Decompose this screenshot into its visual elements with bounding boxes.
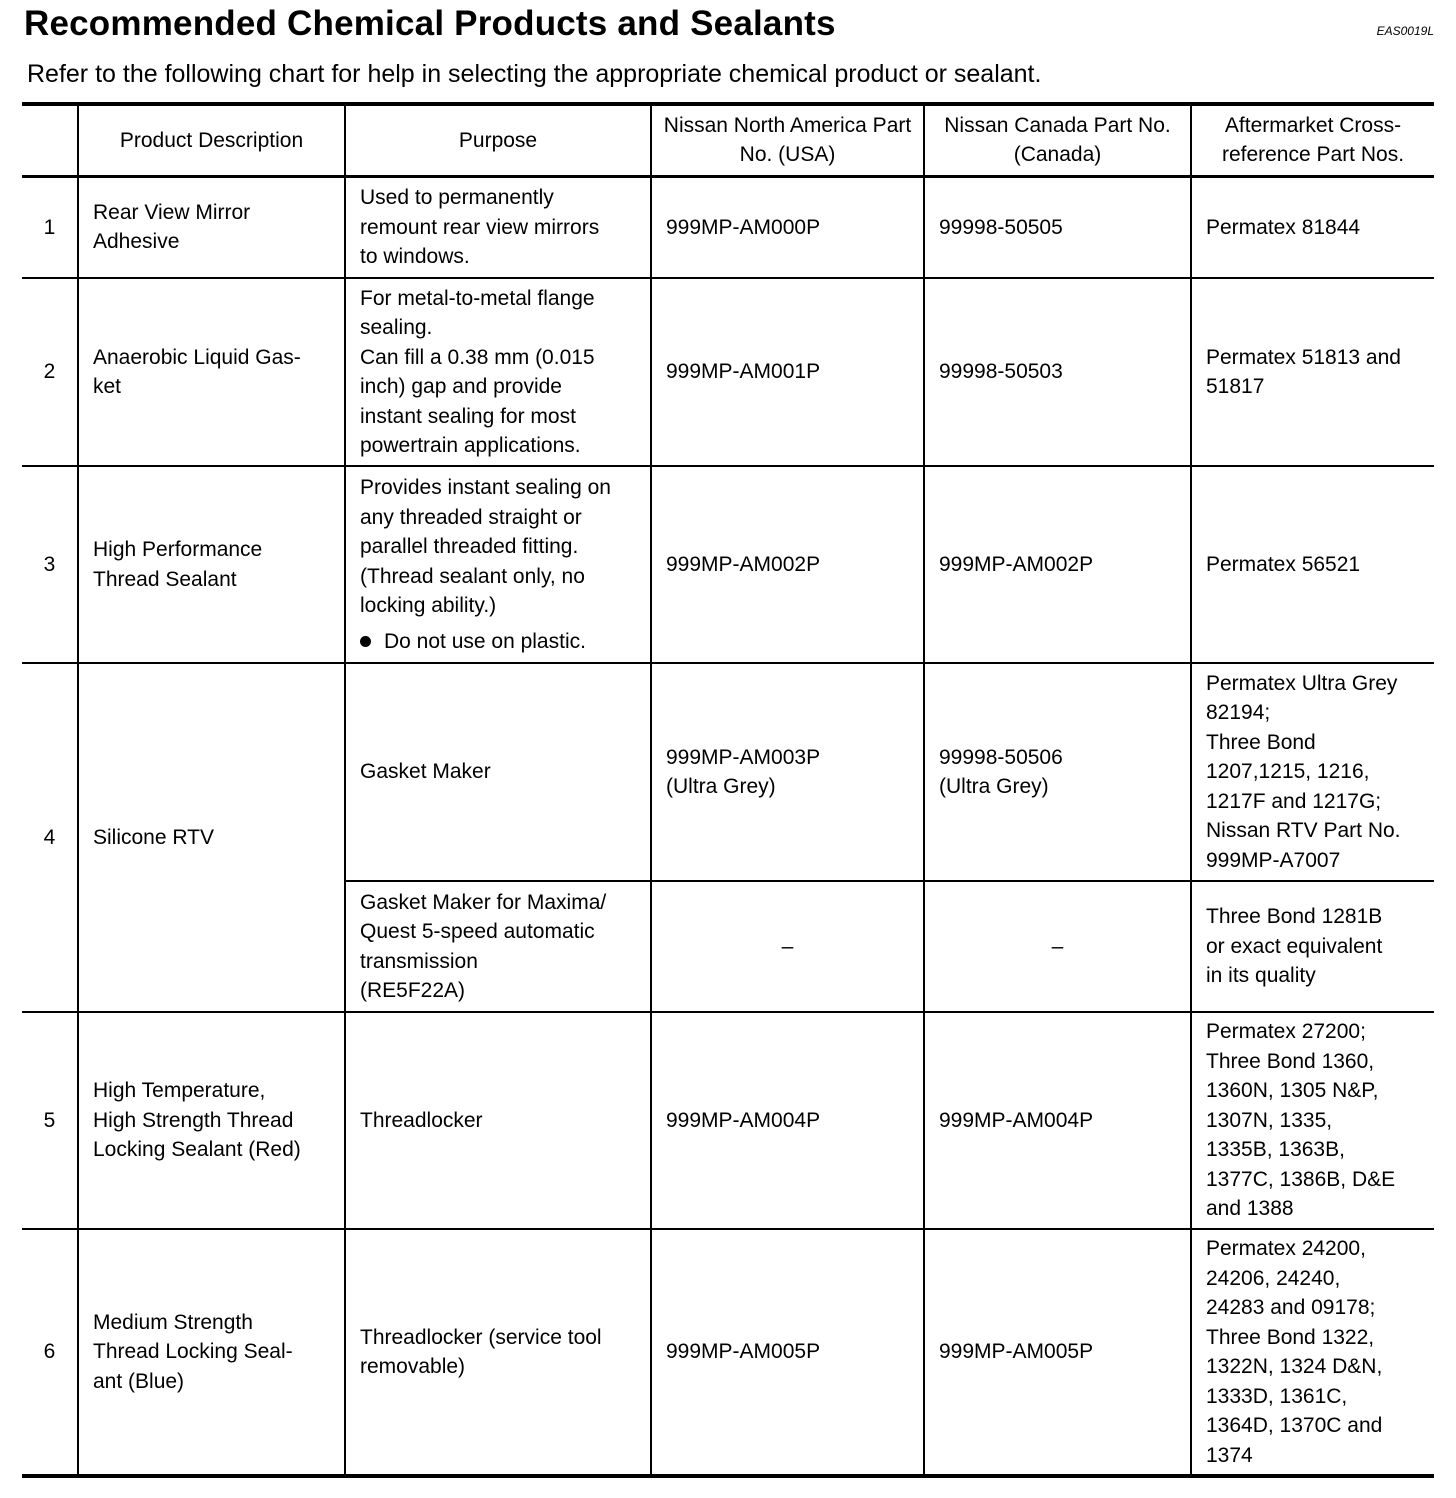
- product-description: High Temperature, High Strength Thread Locking Sealant (Red): [78, 1012, 345, 1229]
- table-row: [22, 176, 1434, 278]
- usa-part-no: –: [651, 881, 924, 1012]
- table-header: [22, 104, 1434, 176]
- table-row: [22, 466, 1434, 663]
- header-product-description: Product Description: [78, 104, 345, 176]
- aftermarket-part-nos: Permatex 56521: [1191, 466, 1434, 663]
- aftermarket-part-nos: Three Bond 1281B or exact equivalent in its quality: [1191, 881, 1434, 1012]
- usa-part-no: 999MP-AM001P: [651, 278, 924, 466]
- purpose-note: [360, 627, 636, 657]
- product-description: Medium Strength Thread Locking Seal- ant (Blue): [78, 1229, 345, 1476]
- purpose: For metal-to-metal flange sealing. Can fill a 0.38 mm (0.015 inch) gap and provide instant sealing for most powertrain applications.: [345, 278, 651, 466]
- header-number: [22, 104, 78, 176]
- usa-part-no: 999MP-AM002P: [651, 466, 924, 663]
- purpose: Gasket Maker: [345, 663, 651, 881]
- canada-part-no: –: [924, 881, 1191, 1012]
- row-number: 5: [22, 1012, 78, 1229]
- aftermarket-part-nos: Permatex Ultra Grey 82194; Three Bond 1207,1215, 1216, 1217F and 1217G; Nissan RTV Part No. 999MP-A7007: [1191, 663, 1434, 881]
- header-row: [22, 104, 1434, 176]
- header-purpose: Purpose: [345, 104, 651, 176]
- row-number: 4: [22, 663, 78, 1012]
- aftermarket-part-nos: Permatex 24200, 24206, 24240, 24283 and 09178; Three Bond 1322, 1322N, 1324 D&N, 1333D, 1361C, 1364D, 1370C and 1374: [1191, 1229, 1434, 1476]
- table-row: [22, 1229, 1434, 1476]
- purpose-note-text: Do not use on plastic.: [384, 629, 586, 653]
- canada-part-no: 99998-50506 (Ultra Grey): [924, 663, 1191, 881]
- purpose-cell: [345, 466, 651, 663]
- product-description: High Performance Thread Sealant: [78, 466, 345, 663]
- purpose: Gasket Maker for Maxima/ Quest 5-speed automatic transmission (RE5F22A): [345, 881, 651, 1012]
- usa-part-no: 999MP-AM000P: [651, 176, 924, 278]
- product-description: Rear View Mirror Adhesive: [78, 176, 345, 278]
- usa-part-no: 999MP-AM003P (Ultra Grey): [651, 663, 924, 881]
- usa-part-no: 999MP-AM005P: [651, 1229, 924, 1476]
- table-body: [22, 176, 1434, 1476]
- table-row: [22, 278, 1434, 466]
- product-description: Silicone RTV: [78, 663, 345, 1012]
- purpose: Provides instant sealing on any threaded straight or parallel threaded fitting. (Thread sealant only, no locking ability.): [360, 476, 611, 617]
- row-number: 6: [22, 1229, 78, 1476]
- chemical-products-table: [22, 102, 1434, 1478]
- canada-part-no: 999MP-AM004P: [924, 1012, 1191, 1229]
- aftermarket-part-nos: Permatex 51813 and 51817: [1191, 278, 1434, 466]
- header-usa-part-no: Nissan North America Part No. (USA): [651, 104, 924, 176]
- purpose: Threadlocker: [345, 1012, 651, 1229]
- canada-part-no: 999MP-AM002P: [924, 466, 1191, 663]
- aftermarket-part-nos: Permatex 27200; Three Bond 1360, 1360N, 1305 N&P, 1307N, 1335, 1335B, 1363B, 1377C, 1386B, D&E and 1388: [1191, 1012, 1434, 1229]
- canada-part-no: 99998-50505: [924, 176, 1191, 278]
- aftermarket-part-nos: Permatex 81844: [1191, 176, 1434, 278]
- header-canada-part-no: Nissan Canada Part No. (Canada): [924, 104, 1191, 176]
- table-row: [22, 1012, 1434, 1229]
- page-title: Recommended Chemical Products and Sealants: [24, 4, 836, 43]
- header-aftermarket-part-nos: Aftermarket Cross-reference Part Nos.: [1191, 104, 1434, 176]
- purpose: Threadlocker (service tool removable): [345, 1229, 651, 1476]
- purpose: Used to permanently remount rear view mirrors to windows.: [345, 176, 651, 278]
- row-number: 1: [22, 176, 78, 278]
- intro-text: Refer to the following chart for help in selecting the appropriate chemical product or sealant.: [27, 60, 1042, 88]
- canada-part-no: 99998-50503: [924, 278, 1191, 466]
- table-row: [22, 663, 1434, 881]
- bullet-icon: [360, 636, 371, 647]
- usa-part-no: 999MP-AM004P: [651, 1012, 924, 1229]
- document-code: EAS0019L: [1376, 24, 1434, 38]
- canada-part-no: 999MP-AM005P: [924, 1229, 1191, 1476]
- row-number: 2: [22, 278, 78, 466]
- product-description: Anaerobic Liquid Gas- ket: [78, 278, 345, 466]
- row-number: 3: [22, 466, 78, 663]
